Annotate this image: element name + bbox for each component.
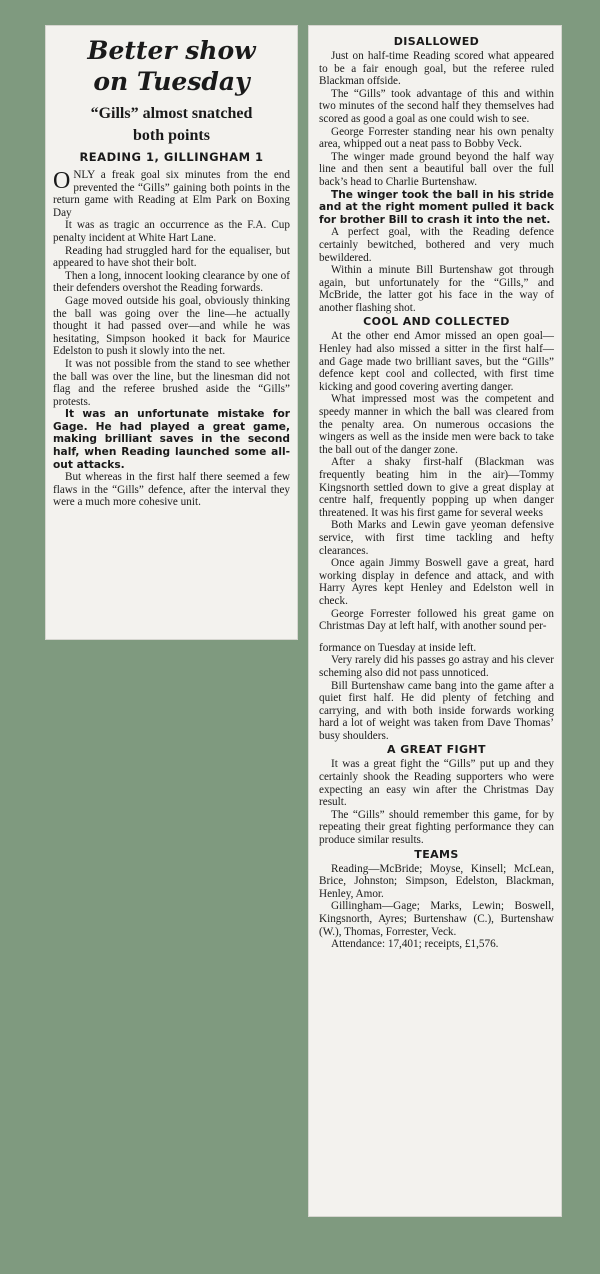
paragraph: At the other end Amor missed an open goal—Henley had also missed a sitter in the first half—and Gage made two brilliant saves, but the “Gills” defence kept cool and collected, with first time kicking and good covering averting danger.: [319, 330, 554, 393]
paragraph: Bill Burtenshaw came bang into the game after a quiet first half. He did plenty of fetching and carrying, and with both inside forwards working hard a lot of weight was taken from Dave Thomas’ busy shoulders.: [319, 679, 554, 742]
headline-line-1: Better show: [87, 36, 256, 65]
headline: [53, 35, 290, 97]
bold-paragraph: It was an unfortunate mistake for Gage. He had played a great game, making brilliant saves in the second half, when Reading launched some all-out attacks.: [53, 408, 290, 471]
headline-line-2: on Tuesday: [93, 67, 250, 96]
paragraph: A perfect goal, with the Reading defence certainly bewitched, bothered and very much bewildered.: [319, 226, 554, 264]
paragraph: Then a long, innocent looking clearance by one of their defenders overshot the Reading forwards.: [53, 269, 290, 295]
team-list-reading: Reading—McBride; Moyse, Kinsell; McLean, Brice, Johnston; Simpson, Edelston, Blackman, Henley, Amor.: [319, 862, 554, 900]
paragraph: The winger made ground beyond the half way line and then sent a beautiful ball over the full back’s head to Charlie Burtenshaw.: [319, 150, 554, 188]
paragraph: But whereas in the first half there seemed a few flaws in the “Gills” defence, after the interval they were a much more cohesive unit.: [53, 471, 290, 509]
paragraph: Very rarely did his passes go astray and his clever scheming also did not pass unnoticed.: [319, 654, 554, 679]
paragraph-continuation: formance on Tuesday at inside left.: [319, 641, 477, 654]
paragraph: George Forrester followed his great game on Christmas Day at left half, with another sound per-: [319, 607, 554, 633]
team-list-gillingham: Gillingham—Gage; Marks, Lewin; Boswell, Kingsnorth, Ayres; Burtenshaw (C.), Burtenshaw (W.), Thomas, Forrester, Veck.: [319, 900, 554, 938]
subheadline-line-2: both points: [133, 127, 210, 144]
section-heading-cool-and-collected: COOL AND COLLECTED: [363, 315, 510, 329]
right-clipping: [309, 26, 561, 1216]
score-line: READING 1, GILLINGHAM 1: [79, 150, 264, 164]
section-heading-disallowed: DISALLOWED: [393, 35, 480, 48]
paragraph: It was a great fight the “Gills” put up and they certainly shook the Reading supporters who were expecting an easy win after the Christmas Day result.: [319, 758, 554, 809]
paragraph: It was as tragic an occurrence as the F.A. Cup penalty incident at White Hart Lane.: [53, 219, 290, 244]
column-break-gap: [319, 633, 554, 642]
bold-paragraph: The winger took the ball in his stride and at the right moment pulled it back for brother Bill to crash it into the net.: [319, 188, 554, 226]
paragraph: Once again Jimmy Boswell gave a great, hard working display in defence and attack, and with Harry Ayres kept Henley and Edelston well in check.: [319, 557, 554, 607]
paragraph: George Forrester standing near his own penalty area, whipped out a neat pass to Bobby Veck.: [319, 125, 554, 151]
attendance-line: Attendance: 17,401; receipts, £1,576.: [331, 938, 499, 951]
left-clipping: [46, 26, 297, 639]
paragraph: The “Gills” should remember this game, for by repeating their great fighting performance they can produce similar results.: [319, 808, 554, 847]
paragraph: Just on half-time Reading scored what appeared to be a fair enough goal, but the referee ruled Blackman offside.: [319, 50, 554, 88]
lead-text: NLY a freak goal six minutes from the end prevented the “Gills” gaining both points in the return game with Reading at Elm Park on Boxing Day: [53, 169, 290, 219]
subheadline-line-1: “Gills” almost snatched: [90, 105, 253, 122]
paragraph: What impressed most was the competent and speedy manner in which the ball was cleared from the penalty area. On numerous occasions the wingers as well as the inside men were back to take the ball out of the danger zone.: [319, 393, 554, 456]
subheadline: [53, 103, 290, 147]
paragraph: After a shaky first-half (Blackman was frequently beating him in the air)—Tommy Kingsnorth settled down to give a great display at centre half, frequently popping up when danger threatened. It was his first game for several weeks: [319, 456, 554, 519]
section-heading-teams: TEAMS: [414, 847, 459, 861]
paragraph: The “Gills” took advantage of this and within two minutes of the second half they themselves had scored as good a goal as one could wish to see.: [319, 87, 554, 125]
paragraph: Both Marks and Lewin gave yeoman defensive service, with first time tackling and hefty clearances.: [319, 519, 554, 557]
paragraph: Reading had struggled hard for the equaliser, but appeared to have shot their bolt.: [53, 244, 290, 270]
drop-cap: O: [53, 168, 71, 194]
section-heading-great-fight: A GREAT FIGHT: [387, 743, 486, 757]
lead-paragraph: [53, 169, 290, 219]
paragraph: Within a minute Bill Burtenshaw got through again, but unfortunately for the “Gills,” and McBride, the latter got his face in the way of another flashing shot.: [319, 264, 554, 314]
paragraph: Gage moved outside his goal, obviously thinking the ball was going over the line—he actually thought it had passed over—and while he was hesitating, Simpson hooked it back for Maurice Edelston to push it slowly into the net.: [53, 294, 290, 358]
paragraph: It was not possible from the stand to see whether the ball was over the line, but the linesman did not flag and the referee brushed aside the “Gills” protests.: [53, 357, 290, 408]
